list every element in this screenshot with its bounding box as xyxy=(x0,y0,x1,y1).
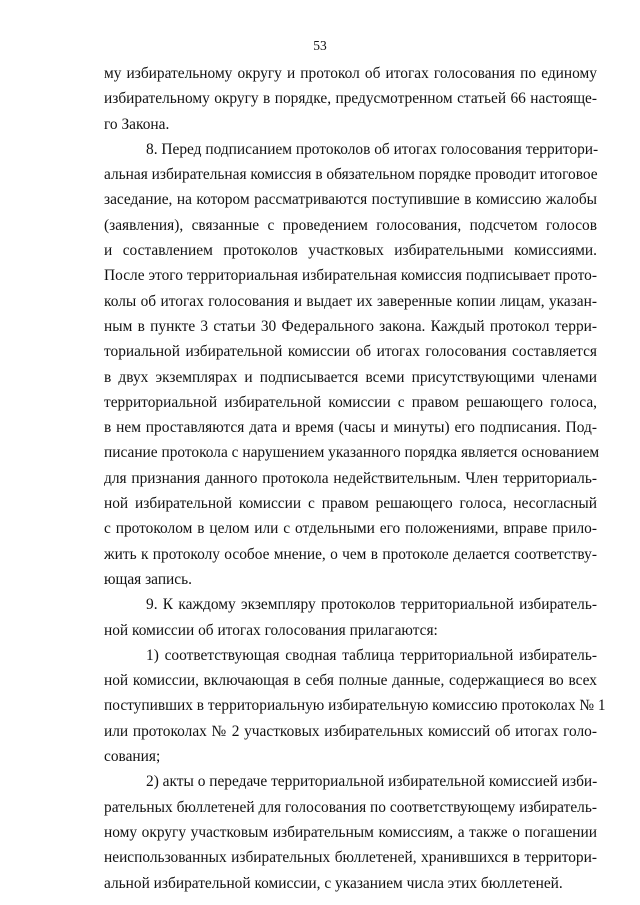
text-line: избирательному округу в порядке, предусмотренном статьей 66 настояще- xyxy=(104,90,597,108)
text-line: поступивших в территориальную избирательную комиссию протоколах № 1 xyxy=(104,697,606,715)
text-line: 1) соответствующая сводная таблица территориальной избиратель- xyxy=(146,646,597,664)
text-line: рательных бюллетеней для голосования по соответствующему избиратель- xyxy=(104,798,597,816)
text-line: 2) акты о передаче территориальной избирательной комиссией изби- xyxy=(146,773,598,791)
text-line: ной комиссии об итогах голосования прилагаются: xyxy=(104,621,438,639)
text-line: ной избирательной комиссии с правом решающего голоса, несогласный xyxy=(104,495,597,513)
text-line: с протоколом в целом или с отдельными его положениями, вправе прило- xyxy=(104,520,597,538)
text-line: ториальной избирательной комиссии об итогах голосования составляется xyxy=(104,343,597,361)
text-line: и составлением протоколов участковых избирательными комиссиями. xyxy=(104,242,597,260)
text-line: ющая запись. xyxy=(104,570,192,588)
text-line: му избирательному округу и протокол об итогах голосования по единому xyxy=(104,65,597,82)
text-line: колы об итогах голосования и выдает их заверенные копии лицам, указан- xyxy=(104,292,597,310)
text-line: для признания данного протокола недействительным. Член территориаль- xyxy=(104,469,597,487)
paragraph-item-9 xyxy=(104,592,597,643)
paragraph-item-9-2 xyxy=(104,769,597,895)
text-line: (заявления), связанные с проведением голосования, подсчетом голосов xyxy=(104,216,597,234)
text-line: или протоколах № 2 участковых избирательных комиссий об итогах голо- xyxy=(104,722,597,740)
text-line: неиспользованных избирательных бюллетеней, хранившихся в территори- xyxy=(104,849,597,867)
text-line: писание протокола с нарушением указанного порядка является основанием xyxy=(104,444,600,462)
text-line: заседание, на котором рассматриваются поступившие в комиссию жалобы xyxy=(104,191,597,209)
text-line: альной избирательной комиссии, с указанием числа этих бюллетеней. xyxy=(104,874,563,892)
text-line: сования; xyxy=(104,748,161,766)
text-line: территориальной избирательной комиссии с правом решающего голоса, xyxy=(104,393,597,411)
paragraph-item-9-1 xyxy=(104,643,606,769)
text-line: в нем проставляются дата и время (часы и минуты) его подписания. Под- xyxy=(104,419,597,437)
text-line: После этого территориальная избирательная комиссия подписывает прото- xyxy=(104,267,597,285)
text-line: жить к протоколу особое мнение, о чем в протоколе делается соответству- xyxy=(104,545,597,563)
paragraph-item-8 xyxy=(104,137,600,592)
text-line: ной комиссии, включающая в себя полные данные, содержащиеся во всех xyxy=(104,672,597,690)
paragraph-continuation xyxy=(104,61,597,137)
text-line: ным в пункте 3 статьи 30 Федерального закона. Каждый протокол терри- xyxy=(104,317,597,335)
text-line: ному округу участковым избирательным комиссиям, а также о погашении xyxy=(104,823,597,841)
text-line: 9. К каждому экземпляру протоколов территориальной избиратель- xyxy=(146,596,597,614)
text-line: альная избирательная комиссия в обязательном порядке проводит итоговое xyxy=(104,166,598,184)
text-line: 8. Перед подписанием протоколов об итогах голосования территори- xyxy=(146,140,599,158)
page-number: 53 xyxy=(313,38,327,53)
text-line: го Закона. xyxy=(104,115,170,133)
text-line: в двух экземплярах и подписывается всеми присутствующими членами xyxy=(104,368,597,386)
body-text xyxy=(104,61,606,896)
